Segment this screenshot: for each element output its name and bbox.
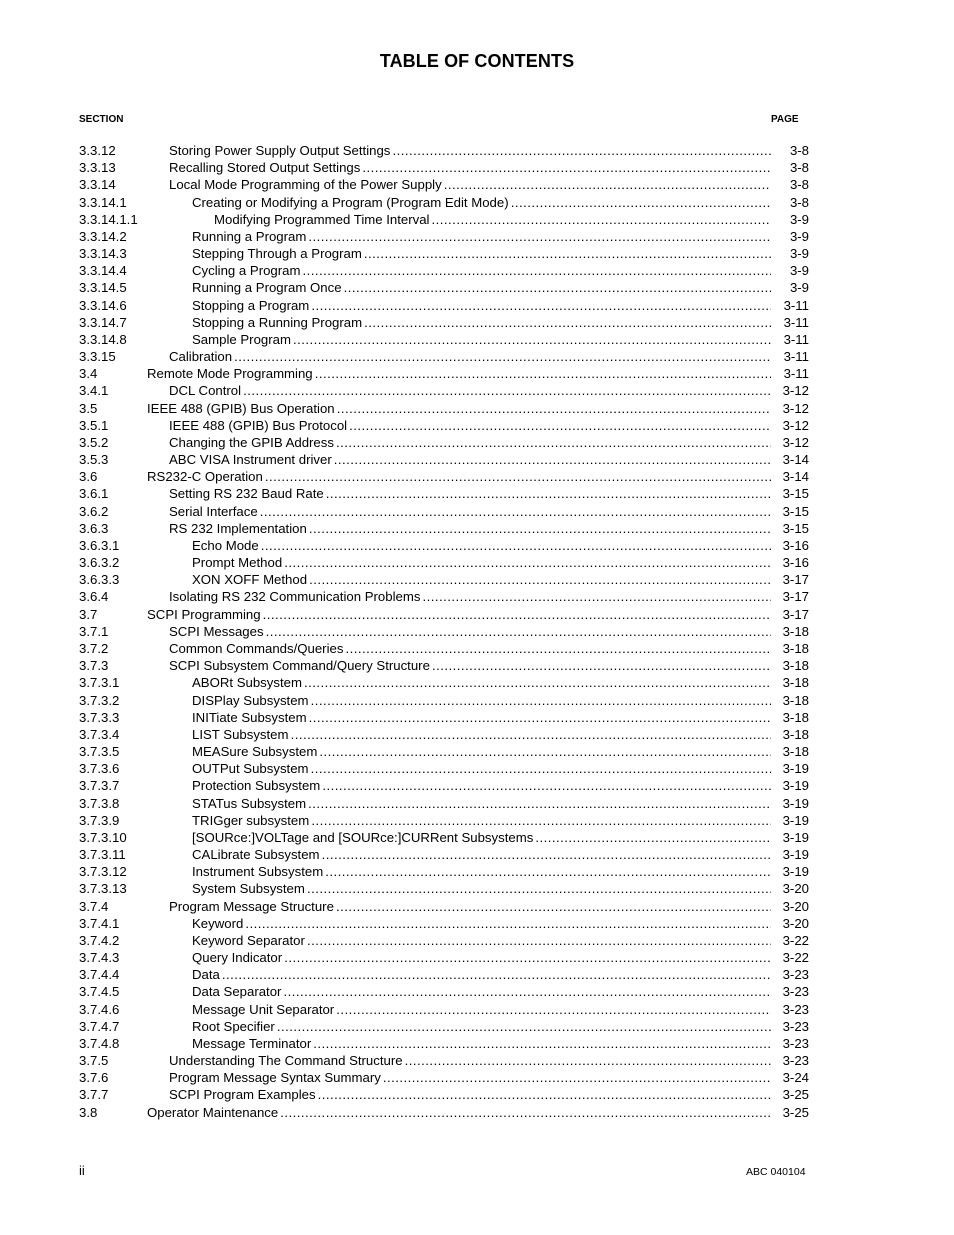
toc-entry-number: 3.3.14.5 [79, 280, 127, 296]
toc-entry[interactable] [79, 159, 809, 176]
toc-entry-page: 3-16 [782, 537, 809, 553]
toc-entry-title: STATus Subsystem . . . [192, 795, 771, 812]
toc-entry-page: 3-18 [782, 675, 809, 691]
toc-entry-number: 3.7.3.10 [79, 829, 127, 845]
toc-entry-number: 3.7.4.2 [79, 932, 120, 948]
footer-doc-code: ABC 040104 [746, 1166, 806, 1178]
toc-entry-page: 3-11 [783, 314, 809, 330]
toc-entry-title: Common Commands/Queries . . . [169, 640, 771, 657]
toc-entry[interactable] [79, 468, 809, 485]
toc-entry[interactable] [79, 623, 809, 640]
toc-entry[interactable] [79, 863, 809, 880]
toc-entry-title: Prompt Method . . . [192, 554, 771, 571]
toc-entry-number: 3.5.1 [79, 417, 109, 433]
toc-entry[interactable] [79, 142, 809, 159]
toc-entry-page: 3-9 [789, 280, 809, 296]
toc-entry-number: 3.7.5 [79, 1053, 109, 1069]
toc-entry-number: 3.7.3.4 [79, 726, 120, 742]
toc-entry[interactable] [79, 1086, 809, 1103]
toc-entry-page: 3-23 [782, 1001, 809, 1017]
toc-entry-page: 3-8 [789, 143, 809, 158]
toc-entry-title: TRIGger subsystem . . . [192, 812, 771, 829]
toc-entry[interactable] [79, 194, 809, 211]
section-column-header: SECTION [79, 114, 124, 125]
toc-entry-number: 3.3.14.8 [79, 331, 127, 347]
page-title: TABLE OF CONTENTS [379, 51, 575, 71]
toc-entry-title: Stepping Through a Program . . . [192, 245, 771, 262]
toc-entry[interactable] [79, 1069, 809, 1086]
toc-entry[interactable] [79, 520, 809, 537]
toc-entry-title: Program Message Structure . . . [169, 898, 771, 915]
toc-entry[interactable] [79, 743, 809, 760]
toc-entry-page: 3-11 [783, 331, 809, 347]
toc-entry-number: 3.6.3.1 [79, 537, 120, 553]
toc-entry[interactable] [79, 846, 809, 863]
toc-entry-title: Serial Interface . . . [169, 503, 771, 520]
toc-entry-title: System Subsystem . . . [192, 880, 771, 897]
toc-entry-title: Data Separator . . . [192, 983, 771, 1000]
toc-entry-page: 3-11 [783, 366, 809, 382]
toc-entry[interactable] [79, 640, 809, 657]
toc-entry-number: 3.8 [79, 1104, 98, 1120]
toc-entry-number: 3.5 [79, 400, 98, 416]
toc-entry-title: Cycling a Program . . . [192, 262, 771, 279]
toc-entry[interactable] [79, 434, 809, 451]
toc-entry-title: RS232-C Operation . . . [147, 468, 771, 485]
toc-entry-page: 3-16 [782, 555, 809, 571]
toc-entry-page: 3-19 [782, 864, 809, 880]
toc-entry-page: 3-11 [783, 297, 809, 313]
toc-entry-page: 3-23 [782, 1053, 809, 1069]
toc-entry-number: 3.7.3.8 [79, 795, 120, 811]
toc-entry-number: 3.7.2 [79, 640, 109, 656]
toc-entry-number: 3.3.14.1 [79, 194, 127, 210]
toc-entry-page: 3-18 [782, 744, 809, 760]
toc-entry[interactable] [79, 966, 809, 983]
toc-entry-title: Stopping a Running Program . . . [192, 314, 771, 331]
toc-entry-number: 3.7.7 [79, 1087, 109, 1103]
toc-entry-number: 3.7.4.8 [79, 1035, 120, 1051]
toc-entry[interactable] [79, 709, 809, 726]
toc-entry-page: 3-9 [789, 246, 809, 262]
toc-entry-title: Calibration . . . [169, 348, 771, 365]
toc-entry-title: XON XOFF Method . . . [192, 571, 771, 588]
toc-entry-number: 3.7.3.11 [79, 847, 126, 863]
toc-entry-number: 3.3.14.4 [79, 263, 127, 279]
toc-entry[interactable] [79, 331, 809, 348]
toc-entry-title: ABORt Subsystem . . . [192, 674, 771, 691]
toc-entry-number: 3.7.3.3 [79, 709, 120, 725]
toc-entry-page: 3-19 [782, 761, 809, 777]
toc-entry-title: [SOURce:]VOLTage and [SOURce:]CURRent Subsystems . . . [192, 829, 771, 846]
footer-page-number: ii [79, 1163, 85, 1178]
toc-entry-page: 3-23 [782, 984, 809, 1000]
toc-entry-title: Remote Mode Programming . . . [147, 365, 771, 382]
toc-entry-title: Message Unit Separator . . . [192, 1001, 771, 1018]
toc-entry[interactable] [79, 400, 809, 417]
toc-entry-title: Keyword . . . [192, 915, 771, 932]
toc-entry[interactable] [79, 983, 809, 1000]
toc-entry-title: Modifying Programmed Time Interval . . . [214, 211, 771, 228]
toc-entry-page: 3-14 [782, 452, 809, 468]
toc-entry[interactable] [79, 537, 809, 554]
toc-entry-page: 3-12 [782, 434, 809, 450]
toc-entry[interactable] [79, 1001, 809, 1018]
toc-entry-title: SCPI Messages . . . [169, 623, 771, 640]
toc-entry-page: 3-20 [782, 898, 809, 914]
toc-entry-title: SCPI Program Examples . . . [169, 1086, 771, 1103]
toc-entry[interactable] [79, 211, 809, 228]
toc-entry-number: 3.7.3.5 [79, 744, 120, 760]
toc-entry-page: 3-18 [782, 623, 809, 639]
toc-entry[interactable] [79, 777, 809, 794]
toc-entry-page: 3-19 [782, 795, 809, 811]
toc-entry-title: Setting RS 232 Baud Rate . . . [169, 485, 771, 502]
toc-entry-title: Running a Program . . . [192, 228, 771, 245]
toc-entry-number: 3.7.3.9 [79, 812, 120, 828]
toc-entry-title: Storing Power Supply Output Settings . . . [169, 142, 771, 159]
toc-entry[interactable] [79, 348, 809, 365]
toc-entry-number: 3.6.4 [79, 589, 109, 605]
toc-entry-page: 3-11 [783, 349, 809, 365]
toc-entry-title: Instrument Subsystem . . . [192, 863, 771, 880]
toc-entry[interactable] [79, 1018, 809, 1035]
toc-entry-title: Local Mode Programming of the Power Supply . . . [169, 176, 771, 193]
toc-entry-title: Sample Program . . . [192, 331, 771, 348]
toc-entry-title: DCL Control . . . [169, 382, 771, 399]
toc-entry-number: 3.3.14.7 [79, 314, 127, 330]
page-column-header: PAGE [771, 114, 799, 125]
toc-entry-title: Creating or Modifying a Program (Program Edit Mode) . . . [192, 194, 771, 211]
toc-entry-page: 3-22 [782, 950, 809, 966]
toc-entry[interactable] [79, 795, 809, 812]
toc-entry-page: 3-25 [782, 1087, 809, 1103]
toc-entry-number: 3.7.1 [79, 623, 109, 639]
toc-entry-page: 3-23 [782, 1018, 809, 1034]
toc-entry-title: Recalling Stored Output Settings . . . [169, 159, 771, 176]
toc-entry-number: 3.7.4.6 [79, 1001, 120, 1017]
toc-entry-page: 3-15 [782, 486, 809, 502]
toc-entry-page: 3-12 [782, 383, 809, 399]
toc-entry-page: 3-8 [789, 194, 809, 210]
toc-entry-number: 3.3.14 [79, 177, 116, 193]
toc-entry-page: 3-15 [782, 520, 809, 536]
toc-entry[interactable] [79, 297, 809, 314]
toc-entry[interactable] [79, 674, 809, 691]
toc-entry-page: 3-12 [782, 417, 809, 433]
toc-entry-page: 3-18 [782, 692, 809, 708]
toc-entry[interactable] [79, 726, 809, 743]
toc-entry[interactable] [79, 829, 809, 846]
toc-entry-title: Operator Maintenance . . . [147, 1104, 771, 1121]
toc-entry-title: DISPlay Subsystem . . . [192, 692, 771, 709]
toc-entry-page: 3-17 [782, 589, 809, 605]
toc-entry-title: IEEE 488 (GPIB) Bus Operation . . . [147, 400, 771, 417]
toc-entry-title: Isolating RS 232 Communication Problems . . . [169, 588, 771, 605]
toc-entry-title: SCPI Subsystem Command/Query Structure . . . [169, 657, 771, 674]
toc-entry[interactable] [79, 365, 809, 382]
toc-entry-page: 3-18 [782, 658, 809, 674]
toc-entry-title: Running a Program Once . . . [192, 279, 771, 296]
toc-entry[interactable] [79, 760, 809, 777]
toc-entry-title: MEASure Subsystem . . . [192, 743, 771, 760]
toc-entry-title: Message Terminator . . . [192, 1035, 771, 1052]
toc-entry-page: 3-17 [782, 572, 809, 588]
toc-entry-number: 3.7.4.3 [79, 950, 120, 966]
toc-entry-page: 3-25 [782, 1104, 809, 1120]
toc-entry-title: LIST Subsystem . . . [192, 726, 771, 743]
toc-entry[interactable] [79, 1052, 809, 1069]
toc-entry[interactable] [79, 571, 809, 588]
toc-entry-page: 3-12 [782, 400, 809, 416]
toc-entry[interactable] [79, 932, 809, 949]
toc-list [79, 142, 809, 1121]
toc-entry-page: 3-9 [789, 211, 809, 227]
toc-entry-number: 3.4.1 [79, 383, 109, 399]
toc-entry-page: 3-18 [782, 709, 809, 725]
toc-entry-title: IEEE 488 (GPIB) Bus Protocol . . . [169, 417, 771, 434]
toc-entry-page: 3-24 [782, 1070, 809, 1086]
toc-entry-number: 3.6.3 [79, 520, 109, 536]
toc-entry-number: 3.3.14.3 [79, 246, 127, 262]
toc-entry[interactable] [79, 606, 809, 623]
toc-entry-page: 3-14 [782, 469, 809, 485]
toc-entry[interactable] [79, 314, 809, 331]
toc-entry-number: 3.6.3.2 [79, 555, 120, 571]
toc-entry-number: 3.3.12 [79, 143, 116, 158]
toc-entry-number: 3.7.6 [79, 1070, 109, 1086]
toc-entry[interactable] [79, 812, 809, 829]
toc-entry[interactable] [79, 898, 809, 915]
toc-entry[interactable] [79, 503, 809, 520]
toc-entry[interactable] [79, 485, 809, 502]
toc-entry-number: 3.4 [79, 366, 98, 382]
toc-entry[interactable] [79, 262, 809, 279]
toc-entry-title: Stopping a Program . . . [192, 297, 771, 314]
toc-entry-page: 3-15 [782, 503, 809, 519]
toc-entry-number: 3.7.4.5 [79, 984, 120, 1000]
toc-entry-page: 3-19 [782, 847, 809, 863]
toc-entry[interactable] [79, 1035, 809, 1052]
toc-entry-number: 3.7.3.2 [79, 692, 120, 708]
toc-entry[interactable] [79, 451, 809, 468]
toc-entry-page: 3-18 [782, 640, 809, 656]
toc-entry-page: 3-9 [789, 228, 809, 244]
toc-entry-number: 3.7.3 [79, 658, 109, 674]
toc-entry-title: Keyword Separator . . . [192, 932, 771, 949]
toc-entry-number: 3.3.14.2 [79, 228, 127, 244]
toc-entry-number: 3.7.3.6 [79, 761, 120, 777]
toc-entry-title: RS 232 Implementation . . . [169, 520, 771, 537]
toc-entry[interactable] [79, 657, 809, 674]
toc-entry[interactable] [79, 382, 809, 399]
toc-entry-number: 3.7.4.1 [79, 915, 120, 931]
toc-entry-title: Query Indicator . . . [192, 949, 771, 966]
toc-entry-number: 3.7 [79, 606, 98, 622]
toc-entry-title: ABC VISA Instrument driver . . . [169, 451, 771, 468]
toc-entry-title: CALibrate Subsystem . . . [192, 846, 771, 863]
toc-entry[interactable] [79, 588, 809, 605]
toc-entry-title: SCPI Programming . . . [147, 606, 771, 623]
toc-entry-title: Changing the GPIB Address . . . [169, 434, 771, 451]
toc-entry[interactable] [79, 880, 809, 897]
toc-entry-number: 3.3.15 [79, 349, 116, 365]
toc-entry-title: OUTPut Subsystem . . . [192, 760, 771, 777]
toc-entry-number: 3.3.14.6 [79, 297, 127, 313]
toc-entry-number: 3.5.2 [79, 434, 109, 450]
toc-entry-number: 3.7.4.7 [79, 1018, 120, 1034]
toc-entry-number: 3.6.3.3 [79, 572, 120, 588]
toc-entry-title: Protection Subsystem . . . [192, 777, 771, 794]
toc-entry[interactable] [79, 417, 809, 434]
toc-entry-number: 3.3.13 [79, 160, 116, 176]
toc-entry[interactable] [79, 915, 809, 932]
toc-entry[interactable] [79, 554, 809, 571]
toc-entry-page: 3-23 [782, 967, 809, 983]
toc-entry-number: 3.7.3.7 [79, 778, 120, 794]
toc-entry-title: INITiate Subsystem . . . [192, 709, 771, 726]
toc-entry-title: Data . . . [192, 966, 771, 983]
toc-entry-page: 3-19 [782, 829, 809, 845]
toc-entry-page: 3-9 [789, 263, 809, 279]
toc-entry-number: 3.5.3 [79, 452, 109, 468]
toc-entry-page: 3-19 [782, 812, 809, 828]
toc-entry-number: 3.6.2 [79, 503, 109, 519]
toc-entry-title: Understanding The Command Structure . . . [169, 1052, 771, 1069]
toc-entry-number: 3.7.4 [79, 898, 109, 914]
toc-entry[interactable] [79, 1104, 809, 1121]
toc-entry-number: 3.6 [79, 469, 98, 485]
toc-entry-page: 3-20 [782, 881, 809, 897]
toc-entry-title: Program Message Syntax Summary . . . [169, 1069, 771, 1086]
toc-entry-number: 3.3.14.1.1 [79, 211, 138, 227]
toc-entry-page: 3-8 [789, 160, 809, 176]
toc-entry[interactable] [79, 279, 809, 296]
toc-entry-title: Echo Mode . . . [192, 537, 771, 554]
toc-entry-page: 3-23 [782, 1035, 809, 1051]
toc-entry-title: Root Specifier . . . [192, 1018, 771, 1035]
toc-entry-page: 3-18 [782, 726, 809, 742]
toc-entry-number: 3.7.4.4 [79, 967, 120, 983]
toc-entry-number: 3.6.1 [79, 486, 109, 502]
toc-entry-number: 3.7.3.1 [79, 675, 120, 691]
toc-entry[interactable] [79, 949, 809, 966]
toc-entry[interactable] [79, 245, 809, 262]
toc-entry-number: 3.7.3.12 [79, 864, 127, 880]
toc-entry-page: 3-20 [782, 915, 809, 931]
toc-entry-page: 3-17 [782, 606, 809, 622]
toc-entry-number: 3.7.3.13 [79, 881, 127, 897]
toc-entry[interactable] [79, 228, 809, 245]
toc-entry-page: 3-19 [782, 778, 809, 794]
toc-entry-page: 3-22 [782, 932, 809, 948]
toc-entry[interactable] [79, 176, 809, 193]
toc-entry-page: 3-8 [789, 177, 809, 193]
toc-entry[interactable] [79, 692, 809, 709]
